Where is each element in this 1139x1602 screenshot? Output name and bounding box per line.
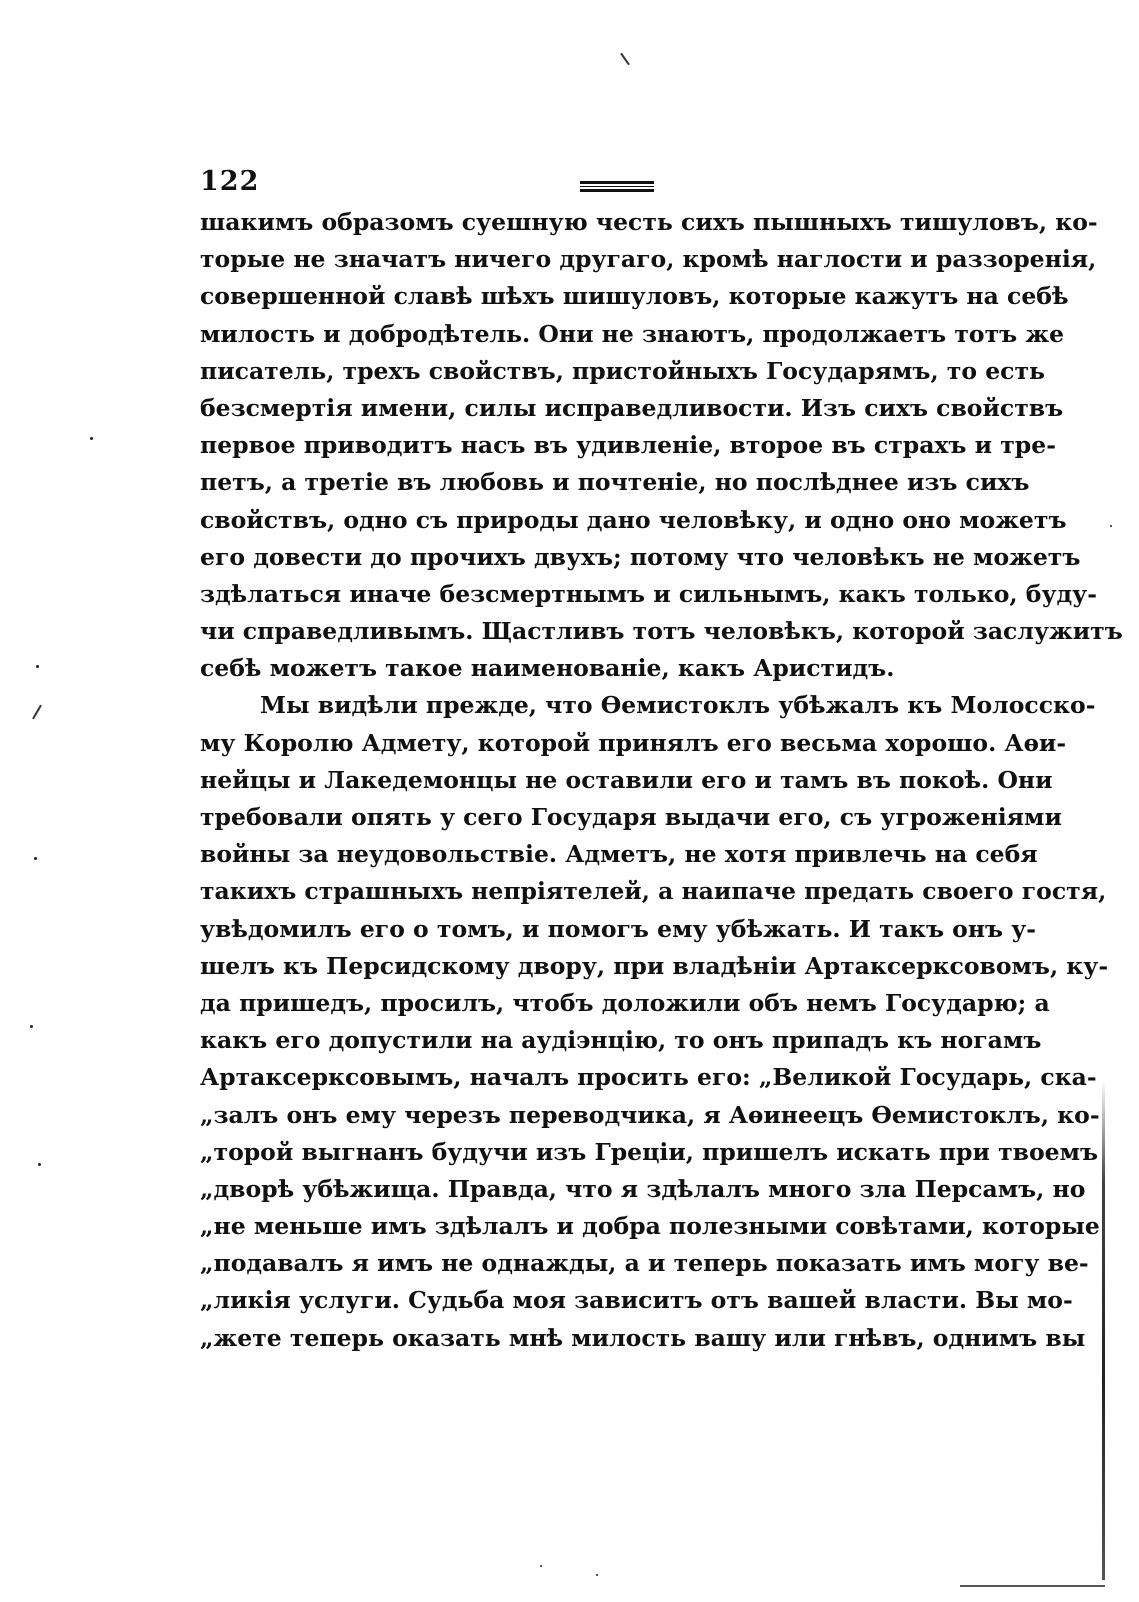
scan-speck — [38, 1163, 41, 1166]
text-line: „жете теперь оказать мнѣ милость вашу или гнѣвъ, однимъ вы — [200, 1323, 1086, 1352]
text-line: увѣдомилъ его о томъ, и помогъ ему убѣжать. И такъ онъ у- — [200, 914, 1037, 943]
text-line: „не меньше имъ здѣлалъ и добра полезными совѣтами, которые — [200, 1212, 1100, 1241]
page-number: 122 — [200, 166, 260, 197]
text-line: „залъ онъ ему черезъ переводчика, я Аѳинеецъ Ѳемистоклъ, ко- — [200, 1100, 1100, 1129]
body-text — [200, 204, 1123, 1357]
text-line: да пришедъ, просилъ, чтобъ доложили объ немъ Государю; а — [200, 988, 1050, 1017]
text-line: писатель, трехъ свойствъ, пристойныхъ Государямъ, то есть — [200, 356, 1045, 385]
text-line: торые не значатъ ничего другаго, кромѣ наглости и раззоренія, — [200, 245, 1097, 274]
page-edge-bottom — [960, 1585, 1105, 1587]
text-line: шакимъ образомъ суешную честь сихъ пышныхъ тишуловъ, ко- — [200, 208, 1098, 236]
text-line: такихъ страшныхъ непріятелей, а наипаче предать своего гостя, — [200, 877, 1107, 906]
scan-mark — [620, 53, 630, 66]
text-line: первое приводитъ насъ въ удивленіе, второе въ страхъ и тре- — [200, 431, 1056, 460]
text-line: милость и добродѣтель. Они не знаютъ, продолжаетъ тотъ же — [200, 319, 1065, 348]
text-line: му Королю Адмету, которой принялъ его весьма хорошо. Аѳи- — [200, 728, 1067, 757]
text-line: какъ его допустили на аудіэнцію, то онъ припадъ къ ногамъ — [200, 1026, 1042, 1055]
scan-speck — [90, 437, 93, 440]
text-line: нейцы и Лакедемонцы не оставили его и тамъ въ покоѣ. Они — [200, 765, 1053, 794]
text-line: „торой выгнанъ будучи изъ Греціи, пришелъ искать при твоемъ — [200, 1137, 1099, 1166]
scan-speck — [596, 1574, 598, 1576]
scan-mark — [32, 705, 42, 720]
text-line: „ликія услуги. Судьба моя зависитъ отъ вашей власти. Вы мо- — [200, 1286, 1073, 1315]
text-line: здѣлаться иначе безсмертнымъ и сильнымъ, какъ только, буду- — [200, 579, 1097, 608]
text-line: „подавалъ я имъ не однажды, а и теперь показать имъ могу ве- — [200, 1249, 1089, 1278]
text-line: „дворѣ убѣжища. Правда, что я здѣлалъ много зла Персамъ, но — [200, 1174, 1086, 1203]
text-line: безсмертія имени, силы исправедливости. Изъ сихъ свойствъ — [200, 393, 1064, 422]
text-line: петъ, а третіе въ любовь и почтеніе, но послѣднее изъ сихъ — [200, 468, 1030, 497]
text-line: чи справедливымъ. Щастливъ тотъ человѣкъ, которой заслужитъ — [200, 617, 1123, 646]
text-line: его довести до прочихъ двухъ; потому что человѣкъ не можетъ — [200, 542, 1081, 571]
page-edge-shadow — [1102, 1080, 1105, 1580]
text-line: шелъ къ Персидскому двору, при владѣніи Артаксерксовомъ, ку- — [200, 951, 1109, 980]
scan-speck — [34, 857, 37, 860]
text-line: совершенной славѣ шѣхъ шишуловъ, которые кажутъ на себѣ — [200, 282, 1069, 311]
header-ornament-rule — [580, 181, 654, 192]
scan-speck — [540, 1565, 542, 1567]
text-line: войны за неудовольствіе. Адметъ, не хотя привлечь на себя — [200, 840, 1038, 869]
text-line: требовали опять у сего Государя выдачи его, съ угроженіями — [200, 803, 1062, 831]
scan-speck — [36, 665, 39, 668]
scan-speck — [30, 1025, 33, 1028]
paragraph-start-line: Мы видѣли прежде, что Ѳемистоклъ убѣжалъ къ Молосско- — [260, 691, 1096, 720]
scan-speck — [1110, 525, 1112, 527]
text-line: свойствъ, одно съ природы дано человѣку, и одно оно можетъ — [200, 505, 1067, 534]
page-header — [200, 166, 1020, 200]
text-line: себѣ можетъ такое наименованіе, какъ Аристидъ. — [200, 654, 895, 683]
text-line: Артаксерксовымъ, началъ просить его: „Великой Государь, ска- — [200, 1063, 1097, 1092]
